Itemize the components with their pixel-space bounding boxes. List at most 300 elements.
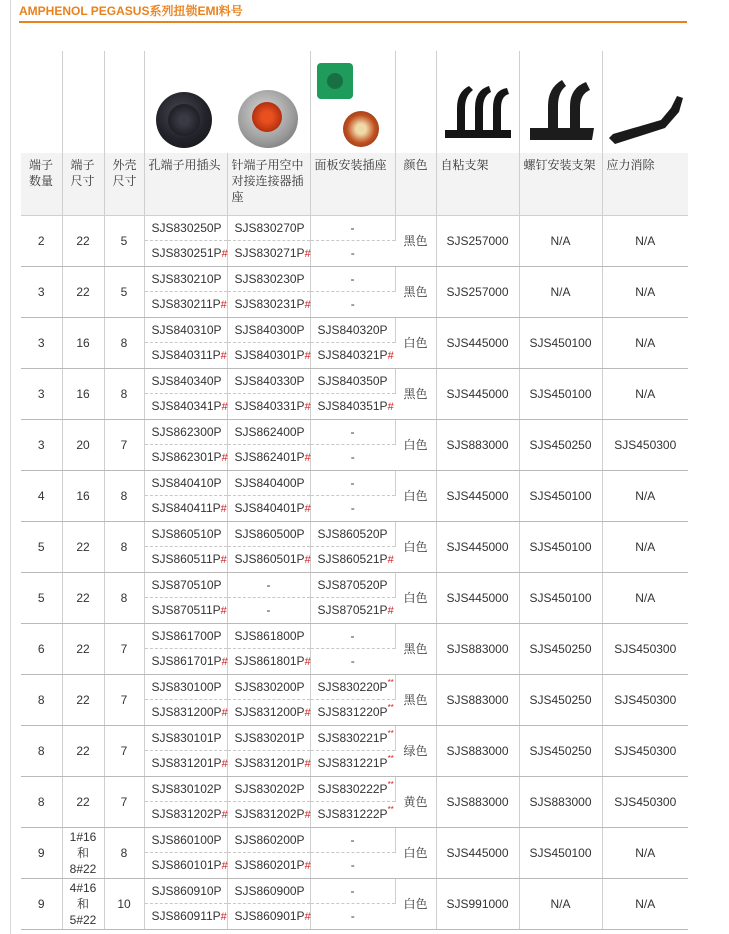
note-mark: # — [220, 503, 227, 516]
col-header-shell-size: 外壳尺寸 — [104, 153, 144, 215]
note-mark: # — [304, 503, 311, 516]
shell-size-cell — [104, 572, 144, 623]
part-number: SJS830251P — [151, 246, 222, 261]
color-cell — [395, 368, 436, 419]
part-number: SJS860911P — [151, 909, 221, 924]
screw-bracket-cell-value: SJS450100 — [529, 335, 592, 350]
part-number-cell — [227, 598, 310, 624]
note-mark: # — [387, 605, 394, 618]
part-number: SJS861700P — [151, 628, 222, 643]
part-number: SJS860900P — [234, 883, 305, 898]
part-number-cell — [227, 827, 310, 853]
terminal-size-cell-value: 22 — [76, 590, 90, 605]
note-mark: # — [221, 452, 228, 465]
part-number-cell — [310, 368, 395, 394]
shell-size-cell-value: 7 — [120, 692, 128, 707]
strain-relief-cell-value: N/A — [635, 386, 656, 401]
shell-size-cell — [104, 827, 144, 878]
part-number: SJS831200P — [234, 705, 305, 720]
terminal-count-cell-value: 8 — [37, 794, 45, 809]
adhesive-bracket-cell-value: SJS445000 — [446, 386, 509, 401]
part-number-cell — [144, 572, 227, 598]
terminal-count-cell — [21, 266, 62, 317]
adhesive-bracket-cell — [436, 674, 519, 725]
part-number-cell — [144, 623, 227, 649]
part-number: SJS860201P — [234, 858, 305, 873]
terminal-size-cell-value: 16 — [76, 386, 90, 401]
terminal-count-cell-value: 3 — [37, 284, 45, 299]
part-number: SJS830200P — [234, 679, 305, 694]
col-header-color: 颜色 — [395, 153, 436, 215]
color-cell — [395, 674, 436, 725]
terminal-count-cell — [21, 419, 62, 470]
adhesive-bracket-cell-value: SJS445000 — [446, 488, 509, 503]
part-number-cell — [227, 241, 310, 267]
note-mark: # — [220, 554, 227, 567]
part-number: SJS840411P — [151, 501, 221, 516]
part-number-cell — [227, 878, 310, 904]
part-number-cell — [310, 394, 395, 420]
terminal-size-cell-value: 16 — [76, 335, 90, 350]
part-number: SJS870520P — [317, 577, 388, 592]
part-number-cell — [144, 394, 227, 420]
part-number-cell — [227, 904, 310, 930]
adhesive-bracket-cell — [436, 419, 519, 470]
shell-size-cell — [104, 317, 144, 368]
screw-bracket-image-cell — [519, 51, 602, 153]
part-number-cell — [144, 241, 227, 267]
adhesive-bracket-cell — [436, 266, 519, 317]
part-number-cell — [144, 649, 227, 675]
shell-size-cell — [104, 674, 144, 725]
adhesive-bracket-cell-value: SJS991000 — [446, 896, 509, 911]
screw-bracket-cell-value: SJS450100 — [529, 488, 592, 503]
part-number-cell — [227, 368, 310, 394]
male-receptacle-image — [238, 90, 298, 148]
part-number: SJS831200P — [151, 705, 222, 720]
shell-size-cell — [104, 725, 144, 776]
strain-relief-cell-value: N/A — [635, 539, 656, 554]
terminal-size-cell — [62, 317, 104, 368]
adhesive-bracket-cell — [436, 725, 519, 776]
part-number-cell — [144, 700, 227, 726]
strain-relief-cell — [602, 878, 688, 929]
screw-bracket-cell-value: SJS450100 — [529, 590, 592, 605]
note-mark: # — [221, 656, 228, 669]
part-number: SJS860901P — [234, 909, 305, 924]
terminal-size-cell — [62, 674, 104, 725]
part-number-cell — [227, 445, 310, 471]
note-mark: # — [221, 248, 228, 261]
part-number-table — [21, 51, 688, 930]
part-number: SJS860501P — [234, 552, 305, 567]
shell-size-cell-value: 8 — [120, 335, 128, 350]
part-number-cell — [310, 572, 395, 598]
part-number: SJS840301P — [234, 348, 305, 363]
screw-bracket-cell-value: N/A — [550, 284, 571, 299]
part-number-cell — [144, 776, 227, 802]
part-number-cell — [144, 904, 227, 930]
screw-bracket-cell-value: SJS450100 — [529, 845, 592, 860]
part-number-cell — [227, 547, 310, 573]
note-mark: # — [304, 758, 311, 771]
note-mark: ** — [387, 805, 394, 815]
strain-relief-cell — [602, 368, 688, 419]
panel-receptacle-image — [317, 63, 353, 99]
part-number-cell — [310, 496, 395, 522]
note-mark: ** — [387, 728, 394, 738]
part-number: SJS840341P — [151, 399, 222, 414]
terminal-size-cell — [62, 368, 104, 419]
screw-bracket-cell-value: SJS450250 — [529, 743, 592, 758]
color-cell-value: 白色 — [403, 438, 428, 452]
screw-bracket-cell-value: N/A — [550, 233, 571, 248]
adhesive-bracket-cell-value: SJS883000 — [446, 437, 509, 452]
part-number-cell — [310, 266, 395, 292]
terminal-size-cell — [62, 521, 104, 572]
part-number-cell — [227, 266, 310, 292]
part-number-cell — [144, 343, 227, 369]
table-row — [21, 623, 688, 649]
part-number-cell — [144, 827, 227, 853]
part-number-cell — [310, 215, 395, 241]
part-number-cell — [144, 598, 227, 624]
note-mark: # — [304, 860, 311, 873]
strain-relief-cell — [602, 572, 688, 623]
part-number: SJS861800P — [234, 628, 305, 643]
terminal-size-cell-value: 4#16 和 5#22 — [69, 880, 97, 927]
part-number: - — [350, 450, 355, 465]
screw-bracket-cell-value: SJS450250 — [529, 437, 592, 452]
shell-size-cell-value: 7 — [120, 743, 128, 758]
part-number-cell — [227, 853, 310, 879]
strain-relief-cell-value: N/A — [635, 845, 656, 860]
part-number: SJS840410P — [151, 475, 222, 490]
terminal-count-cell — [21, 725, 62, 776]
terminal-size-cell-value: 22 — [76, 692, 90, 707]
part-number: SJS862400P — [234, 424, 305, 439]
color-cell-value: 白色 — [403, 489, 428, 503]
table-row — [21, 521, 688, 547]
part-number-cell — [227, 470, 310, 496]
strain-relief-cell-value: SJS450300 — [614, 794, 677, 809]
note-mark: # — [221, 860, 228, 873]
adhesive-bracket-cell-value: SJS445000 — [446, 335, 509, 350]
part-number: SJS862401P — [234, 450, 305, 465]
terminal-count-cell-value: 5 — [37, 590, 45, 605]
screw-bracket-cell — [519, 572, 602, 623]
strain-relief-image — [605, 88, 685, 148]
screw-bracket-cell — [519, 776, 602, 827]
color-cell-value: 黑色 — [403, 234, 428, 248]
shell-size-cell-value: 7 — [120, 794, 128, 809]
note-mark: # — [304, 707, 311, 720]
terminal-size-cell — [62, 776, 104, 827]
col-header-male-receptacle: 针端子用空中对接连接器插座 — [227, 153, 310, 215]
part-number: SJS840331P — [234, 399, 305, 414]
part-number-cell — [227, 649, 310, 675]
shell-size-cell — [104, 623, 144, 674]
shell-size-cell-value: 8 — [120, 386, 128, 401]
note-mark: # — [304, 350, 311, 363]
note-mark: # — [387, 401, 394, 414]
part-number-cell — [144, 470, 227, 496]
part-number-cell — [310, 547, 395, 573]
terminal-size-cell-value: 22 — [76, 284, 90, 299]
part-number: SJS840340P — [151, 373, 222, 388]
shell-size-cell — [104, 776, 144, 827]
adhesive-bracket-cell-value: SJS257000 — [446, 284, 509, 299]
part-number: SJS862301P — [151, 450, 222, 465]
part-number: SJS831220P — [317, 705, 388, 720]
part-number-cell — [144, 521, 227, 547]
screw-bracket-cell-value: SJS450100 — [529, 386, 592, 401]
table-row — [21, 317, 688, 343]
note-mark: # — [304, 656, 311, 669]
adhesive-bracket-cell-value: SJS445000 — [446, 845, 509, 860]
part-number: - — [350, 297, 355, 312]
screw-bracket-cell — [519, 266, 602, 317]
terminal-size-cell — [62, 419, 104, 470]
part-number: SJS830211P — [151, 297, 221, 312]
shell-size-cell — [104, 215, 144, 266]
shell-size-cell-value: 7 — [120, 437, 128, 452]
part-number: - — [350, 883, 355, 898]
strain-relief-cell-value: SJS450300 — [614, 437, 677, 452]
strain-relief-cell — [602, 470, 688, 521]
adhesive-bracket-cell-value: SJS257000 — [446, 233, 509, 248]
table-row — [21, 470, 688, 496]
part-number: SJS840400P — [234, 475, 305, 490]
shell-size-cell-value: 5 — [120, 233, 128, 248]
part-number-cell — [227, 572, 310, 598]
screw-bracket-cell — [519, 470, 602, 521]
part-number: SJS830220P — [317, 679, 388, 694]
part-number-cell — [227, 700, 310, 726]
adhesive-bracket-cell-value: SJS445000 — [446, 590, 509, 605]
note-mark: # — [304, 401, 311, 414]
terminal-size-cell — [62, 470, 104, 521]
table-row — [21, 776, 688, 802]
col-header-panel-receptacle: 面板安装插座 — [310, 153, 395, 215]
part-number-cell — [310, 725, 395, 751]
part-number-cell — [144, 751, 227, 777]
part-number-cell — [310, 700, 395, 726]
strain-relief-cell-value: N/A — [635, 335, 656, 350]
part-number: SJS860511P — [151, 552, 221, 567]
strain-relief-cell — [602, 521, 688, 572]
part-number-cell — [227, 317, 310, 343]
adhesive-bracket-cell — [436, 623, 519, 674]
color-cell — [395, 419, 436, 470]
terminal-size-cell — [62, 572, 104, 623]
part-number-cell — [310, 292, 395, 318]
color-cell-value: 黑色 — [403, 387, 428, 401]
color-cell-value: 黑色 — [403, 693, 428, 707]
screw-bracket-cell-value: SJS883000 — [529, 794, 592, 809]
terminal-count-cell — [21, 776, 62, 827]
note-mark: # — [221, 758, 228, 771]
terminal-count-cell-value: 4 — [37, 488, 45, 503]
part-number: SJS870510P — [151, 577, 222, 592]
terminal-count-cell-value: 3 — [37, 386, 45, 401]
part-number: SJS830271P — [234, 246, 305, 261]
color-cell — [395, 878, 436, 929]
part-number: - — [350, 858, 355, 873]
terminal-count-cell — [21, 368, 62, 419]
shell-size-cell-value: 8 — [120, 488, 128, 503]
part-number-cell — [144, 878, 227, 904]
part-number: - — [350, 654, 355, 669]
note-mark: # — [220, 299, 227, 312]
part-number: - — [350, 246, 355, 261]
terminal-size-cell-value: 20 — [76, 437, 90, 452]
col-header-female-plug: 孔端子用插头 — [144, 153, 227, 215]
part-number-cell — [310, 317, 395, 343]
terminal-count-cell-value: 8 — [37, 692, 45, 707]
part-number-cell — [227, 343, 310, 369]
part-number: SJS840300P — [234, 322, 305, 337]
part-number-cell — [310, 649, 395, 675]
left-border-rule — [10, 0, 11, 934]
part-number: SJS830102P — [151, 781, 222, 796]
strain-relief-cell-value: N/A — [635, 233, 656, 248]
table-row — [21, 419, 688, 445]
col-header-screw-bracket: 螺钉安装支架 — [519, 153, 602, 215]
adhesive-bracket-cell-value: SJS883000 — [446, 794, 509, 809]
shell-size-cell — [104, 521, 144, 572]
part-number-cell — [310, 776, 395, 802]
part-number: SJS830270P — [234, 220, 305, 235]
part-number: SJS830202P — [234, 781, 305, 796]
color-cell-value: 白色 — [403, 897, 428, 911]
note-mark: # — [221, 707, 228, 720]
part-number: SJS861801P — [234, 654, 305, 669]
table-row — [21, 827, 688, 853]
screw-bracket-cell — [519, 623, 602, 674]
color-cell-value: 白色 — [403, 846, 428, 860]
part-number: SJS860910P — [151, 883, 222, 898]
note-mark: # — [221, 809, 228, 822]
adhesive-bracket-image-cell — [436, 51, 519, 153]
terminal-size-cell — [62, 215, 104, 266]
part-number: SJS830230P — [234, 271, 305, 286]
shell-size-cell-value: 8 — [120, 539, 128, 554]
terminal-count-cell — [21, 215, 62, 266]
part-number: SJS860200P — [234, 832, 305, 847]
terminal-size-cell-value: 16 — [76, 488, 90, 503]
part-number: - — [350, 628, 355, 643]
part-number: SJS831222P — [317, 807, 388, 822]
screw-bracket-cell — [519, 878, 602, 929]
terminal-count-cell — [21, 470, 62, 521]
terminal-count-cell-value: 3 — [37, 335, 45, 350]
part-number: - — [350, 909, 355, 924]
part-number: SJS831202P — [151, 807, 222, 822]
color-cell-value: 绿色 — [403, 744, 428, 758]
color-cell-value: 白色 — [403, 540, 428, 554]
table-row — [21, 368, 688, 394]
part-number: SJS870521P — [317, 603, 388, 618]
header-row — [21, 153, 688, 215]
color-cell-value: 白色 — [403, 591, 428, 605]
part-number-cell — [310, 419, 395, 445]
part-number-cell — [310, 853, 395, 879]
color-cell-value: 黄色 — [403, 795, 428, 809]
part-number: SJS840311P — [151, 348, 221, 363]
part-number-cell — [227, 802, 310, 828]
shell-size-cell — [104, 878, 144, 929]
adhesive-bracket-cell-value: SJS445000 — [446, 539, 509, 554]
terminal-count-cell-value: 3 — [37, 437, 45, 452]
table-row — [21, 674, 688, 700]
shell-size-cell — [104, 266, 144, 317]
terminal-count-cell — [21, 623, 62, 674]
note-mark: # — [304, 248, 311, 261]
part-number-cell — [227, 776, 310, 802]
strain-relief-cell-value: N/A — [635, 590, 656, 605]
terminal-size-cell-value: 1#16 和 8#22 — [69, 829, 97, 876]
color-cell — [395, 725, 436, 776]
female-plug-image — [156, 92, 212, 148]
note-mark: # — [304, 452, 311, 465]
adhesive-bracket-cell — [436, 572, 519, 623]
strain-relief-cell — [602, 674, 688, 725]
part-number-cell — [144, 419, 227, 445]
note-mark: # — [304, 299, 311, 312]
part-number: SJS840351P — [317, 399, 388, 414]
part-number: SJS861701P — [151, 654, 222, 669]
note-mark: ** — [387, 703, 394, 713]
part-number: SJS831221P — [317, 756, 388, 771]
strain-relief-cell — [602, 317, 688, 368]
terminal-count-cell — [21, 878, 62, 929]
shell-size-cell-value: 7 — [120, 641, 128, 656]
adhesive-bracket-cell — [436, 878, 519, 929]
part-number: - — [350, 501, 355, 516]
screw-bracket-image — [522, 78, 600, 148]
part-number-cell — [144, 368, 227, 394]
part-number-cell — [227, 725, 310, 751]
part-number: SJS870511P — [151, 603, 221, 618]
color-cell-value: 白色 — [403, 336, 428, 350]
screw-bracket-cell-value: SJS450250 — [529, 641, 592, 656]
part-number-cell — [227, 419, 310, 445]
table-row — [21, 725, 688, 751]
part-number-cell — [310, 751, 395, 777]
screw-bracket-cell — [519, 674, 602, 725]
terminal-size-cell-value: 22 — [76, 641, 90, 656]
strain-relief-image-cell — [602, 51, 688, 153]
color-cell — [395, 776, 436, 827]
terminal-count-cell — [21, 521, 62, 572]
strain-relief-cell-value: N/A — [635, 284, 656, 299]
adhesive-bracket-cell — [436, 776, 519, 827]
adhesive-bracket-cell — [436, 521, 519, 572]
terminal-size-cell — [62, 725, 104, 776]
part-number: SJS862300P — [151, 424, 222, 439]
part-number: - — [350, 475, 355, 490]
screw-bracket-cell — [519, 827, 602, 878]
strain-relief-cell — [602, 215, 688, 266]
strain-relief-cell-value: SJS450300 — [614, 692, 677, 707]
part-number: SJS830201P — [234, 730, 305, 745]
color-cell — [395, 827, 436, 878]
adhesive-bracket-cell — [436, 827, 519, 878]
part-number: SJS831202P — [234, 807, 305, 822]
col-header-strain-relief: 应力消除 — [602, 153, 688, 215]
adhesive-bracket-cell-value: SJS883000 — [446, 692, 509, 707]
